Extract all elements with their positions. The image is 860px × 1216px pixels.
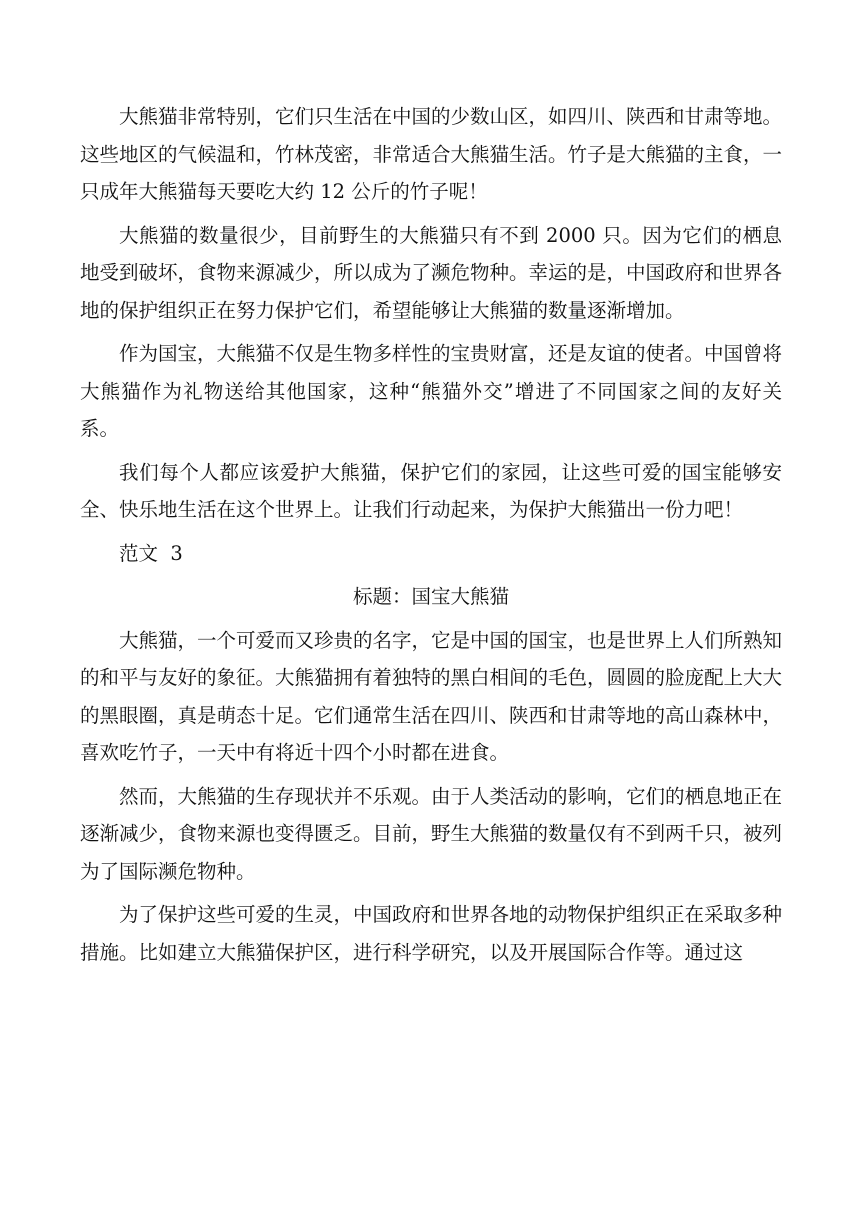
paragraph-protection: 为了保护这些可爱的生灵，中国政府和世界各地的动物保护组织正在采取多种措施。比如建立大熊猫保护区，进行科学研究，以及开展国际合作等。通过这 — [80, 903, 783, 964]
essay-title: 标题：国宝大熊猫 — [352, 585, 509, 608]
paragraph-intro: 大熊猫，一个可爱而又珍贵的名字，它是中国的国宝，也是世界上人们所熟知的和平与友好的象征。大熊猫拥有着独特的黑白相间的毛色，圆圆的脸庞配上大大的黑眼圈，真是萌态十足。它们通常生活在四川、陕西和甘肃等地的高山森林中，喜欢吃竹子，一天中有将近十四个小时都在进食。 — [80, 628, 783, 764]
paragraph-habitat: 大熊猫非常特别，它们只生活在中国的少数山区，如四川、陕西和甘肃等地。这些地区的气候温和，竹林茂密，非常适合大熊猫生活。竹子是大熊猫的主食，一只成年大熊猫每天要吃大约 12 公斤的竹子呢！ — [80, 105, 783, 203]
paragraph-diplomacy: 作为国宝，大熊猫不仅是生物多样性的宝贵财富，还是友谊的使者。中国曾将大熊猫作为礼物送给其他国家，这种“熊猫外交”增进了不同国家之间的友好关系。 — [80, 342, 783, 440]
paragraph-call-to-action: 我们每个人都应该爱护大熊猫，保护它们的家园，让这些可爱的国宝能够安全、快乐地生活在这个世界上。让我们行动起来，为保护大熊猫出一份力吧！ — [80, 460, 782, 521]
document-page — [80, 98, 782, 971]
paragraph-status: 然而，大熊猫的生存现状并不乐观。由于人类活动的影响，它们的栖息地正在逐渐减少，食物来源也变得匮乏。目前，野生大熊猫的数量仅有不到两千只，被列为了国际濒危物种。 — [80, 784, 783, 883]
section-label: 范文 3 — [119, 541, 183, 565]
paragraph-population: 大熊猫的数量很少，目前野生的大熊猫只有不到 2000 只。因为它们的栖息地受到破坏，食物来源减少，所以成为了濒危物种。幸运的是，中国政府和世界各地的保护组织正在努力保护它们，希望能够让大熊猫的数量逐渐增加。 — [80, 223, 783, 322]
